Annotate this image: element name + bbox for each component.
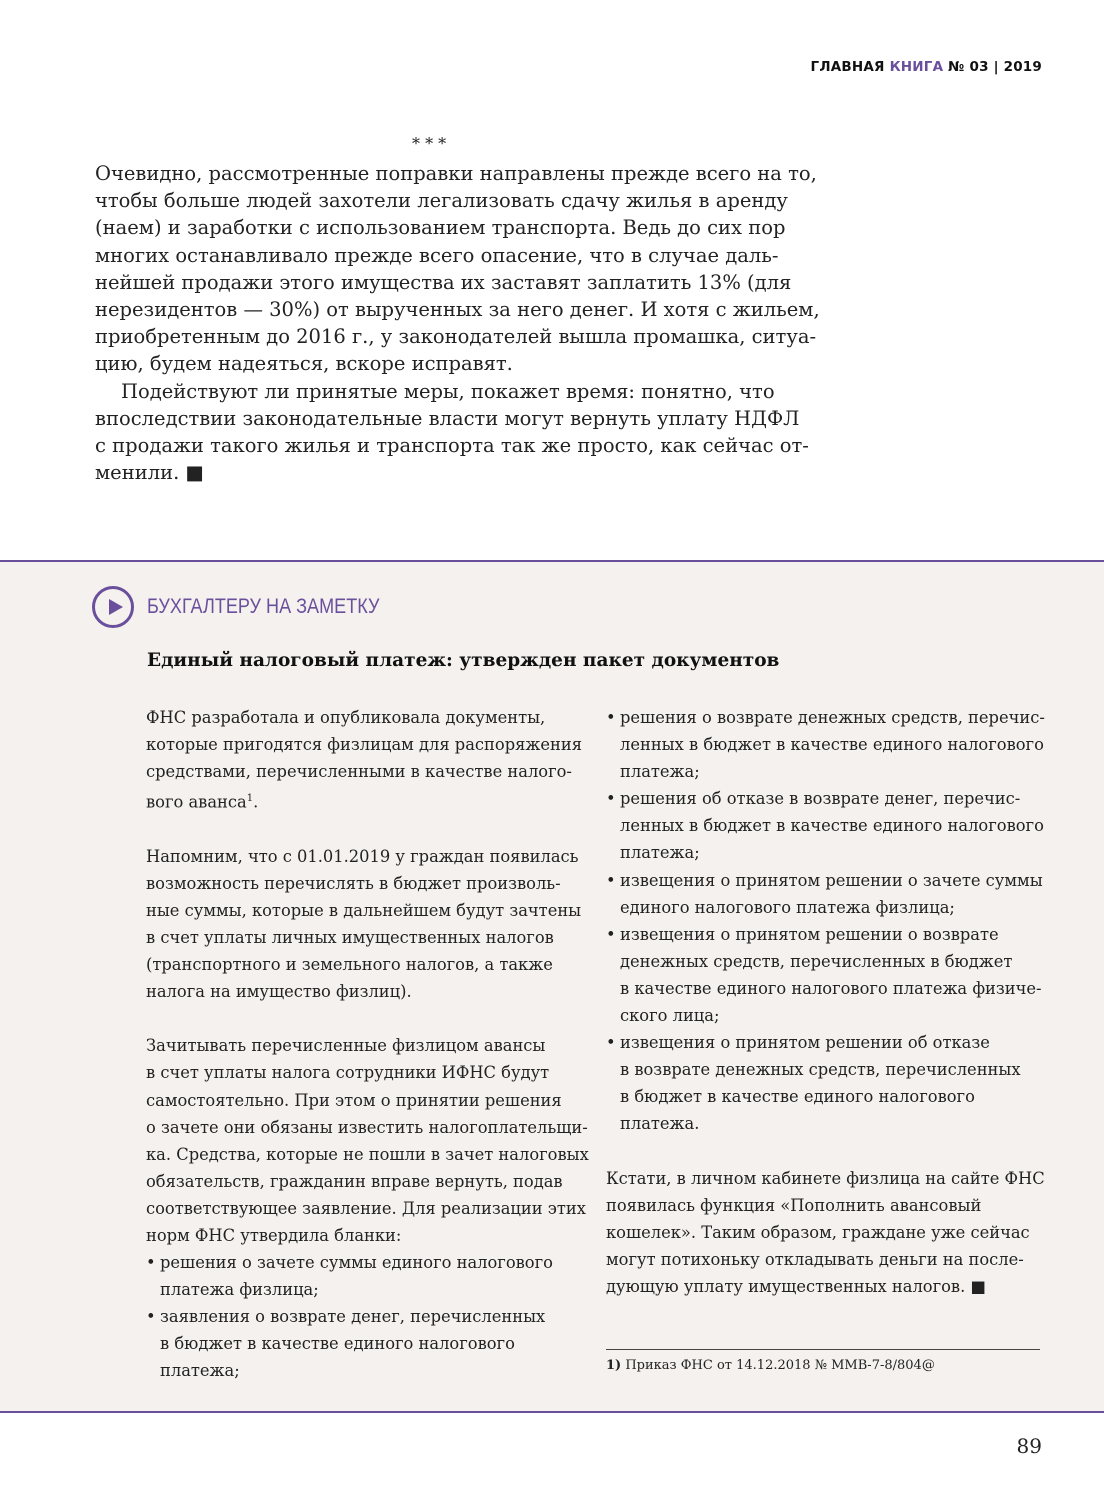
- line-text: Зачитывать перечисленные физлицом авансы: [146, 1036, 546, 1056]
- bullet-item: [146, 1303, 578, 1384]
- bullet-icon: •: [606, 924, 616, 944]
- text-line: [146, 1032, 578, 1059]
- line-text: норм ФНС утвердила бланки:: [146, 1226, 402, 1246]
- text-line: [146, 758, 578, 785]
- line-text: (транспортного и земельного налогов, а также: [146, 955, 553, 975]
- bullet-line: ского лица;: [620, 1006, 720, 1026]
- paragraph-line: многих останавливало прежде всего опасение, что в случае даль-: [95, 243, 779, 267]
- bullet-item: [146, 1249, 578, 1303]
- issue-number: № 03 | 2019: [948, 59, 1042, 75]
- paragraph-gap: [146, 816, 578, 843]
- line-text: появилась функция «Пополнить авансовый: [606, 1195, 982, 1215]
- bullet-item: [606, 704, 1045, 785]
- paragraph-gap: [606, 1138, 1040, 1165]
- line-text: соответствующее заявление. Для реализации этих: [146, 1198, 586, 1218]
- bullet-line: решения о возврате денежных средств, перечис-: [620, 708, 1045, 727]
- text-line: [146, 1087, 578, 1114]
- page-number: 89: [1016, 1434, 1042, 1458]
- text-line: [146, 704, 578, 731]
- footnote-ref: 1: [246, 793, 254, 805]
- paragraph-line: Очевидно, рассмотренные поправки направлены прежде всего на то,: [95, 162, 817, 185]
- text-line: [146, 1222, 578, 1249]
- brand-kniga: КНИГА: [889, 59, 944, 75]
- paragraph-gap: [146, 1005, 578, 1032]
- bullet-line: извещения о принятом решении о зачете суммы: [620, 870, 1043, 890]
- bullet-line: платежа;: [160, 1361, 240, 1381]
- line-text: средствами, перечисленными в качестве налого-: [146, 762, 572, 782]
- rubric-title: БУХГАЛТЕРУ НА ЗАМЕТКУ: [147, 595, 380, 618]
- bullet-line: платежа;: [620, 843, 700, 863]
- line-text: ФНС разработала и опубликовала документы,: [146, 708, 546, 727]
- text-line: [146, 1059, 578, 1086]
- bullet-icon: •: [146, 1253, 156, 1273]
- box-column-left: [146, 704, 589, 1385]
- bullet-line: в возврате денежных средств, перечисленных: [620, 1060, 1021, 1080]
- bullet-line: в бюджет в качестве единого налогового: [620, 1087, 975, 1107]
- bullet-line: единого налогового платежа физлица;: [620, 897, 955, 917]
- text-line: [606, 1273, 1040, 1300]
- bullet-line: платежа физлица;: [160, 1280, 319, 1300]
- footnote: 1) Приказ ФНС от 14.12.2018 № ММВ-7-8/804@: [606, 1358, 935, 1373]
- bullet-icon: •: [146, 1307, 156, 1327]
- bullet-icon: •: [606, 870, 616, 890]
- bullet-line: ленных в бюджет в качестве единого налогового: [620, 735, 1044, 755]
- line-after: .: [253, 792, 259, 812]
- bullet-line: извещения о принятом решении об отказе: [620, 1033, 990, 1053]
- text-line: [606, 1246, 1040, 1273]
- play-icon: [92, 586, 134, 628]
- line-text: Кстати, в личном кабинете физлица на сайте ФНС: [606, 1168, 1045, 1188]
- section-separator: * * *: [412, 134, 447, 153]
- text-line: [146, 731, 582, 758]
- bullet-item: [606, 867, 1043, 921]
- text-line: [146, 924, 578, 951]
- line-text: возможность перечислять в бюджет произволь-: [146, 873, 561, 893]
- box-column-right: [606, 704, 1045, 1300]
- article-title: Единый налоговый платеж: утвержден пакет документов: [147, 650, 780, 671]
- line-text: налога на имущество физлиц).: [146, 982, 412, 1002]
- line-text: в счет уплаты личных имущественных налогов: [146, 928, 554, 948]
- bullet-line: решения об отказе в возврате денег, перечис-: [620, 789, 1021, 809]
- bullet-line: платежа.: [620, 1114, 700, 1134]
- text-line: [146, 843, 578, 870]
- paragraph-line: нерезидентов — 30%) от вырученных за него денег. И хотя с жильем,: [95, 298, 820, 322]
- bullet-line: решения о зачете суммы единого налогового: [160, 1253, 553, 1273]
- bullet-line: денежных средств, перечисленных в бюджет: [620, 951, 1013, 971]
- text-line: [146, 1195, 586, 1222]
- line-text: в счет уплаты налога сотрудники ИФНС будут: [146, 1063, 550, 1083]
- paragraph-line: менили. ■: [95, 461, 204, 485]
- text-line: [146, 1168, 578, 1195]
- text-line: [146, 870, 578, 897]
- text-line: [146, 897, 582, 924]
- bullet-line: платежа;: [620, 762, 700, 782]
- line-text: дующую уплату имущественных налогов. ■: [606, 1276, 986, 1296]
- paragraph-line: цию, будем надеяться, вскоре исправят.: [95, 352, 513, 376]
- footnote-divider: [606, 1349, 1040, 1350]
- text-line: [146, 785, 578, 816]
- main-text: [95, 160, 820, 486]
- bullet-line: ленных в бюджет в качестве единого налогового: [620, 816, 1044, 836]
- text-line: [146, 978, 578, 1005]
- line-text: обязательств, гражданин вправе вернуть, подав: [146, 1171, 563, 1191]
- paragraph-line: чтобы больше людей захотели легализовать сдачу жилья в аренду: [95, 189, 788, 213]
- line-text: самостоятельно. При этом о принятии решения: [146, 1090, 562, 1110]
- running-header: [811, 59, 1042, 75]
- line-text: могут потихоньку откладывать деньги на после-: [606, 1249, 1024, 1269]
- line-text: ные суммы, которые в дальнейшем будут зачтены: [146, 900, 582, 920]
- paragraph-line: (наем) и заработки с использованием транспорта. Ведь до сих пор: [95, 216, 786, 240]
- bullet-line: в бюджет в качестве единого налогового: [160, 1334, 515, 1354]
- bullet-icon: •: [606, 789, 616, 809]
- paragraph-line: впоследствии законодательные власти могут вернуть уплату НДФЛ: [95, 406, 800, 430]
- text-line: [606, 1192, 1040, 1219]
- line-text: ка. Средства, которые не пошли в зачет налоговых: [146, 1144, 589, 1164]
- text-line: [146, 1114, 588, 1141]
- paragraph-line: приобретенным до 2016 г., у законодателей вышла промашка, ситуа-: [95, 325, 817, 349]
- line-text: Напомним, что с 01.01.2019 у граждан появилась: [146, 846, 579, 866]
- line-text: вого аванса: [146, 792, 247, 812]
- bullet-icon: •: [606, 708, 616, 727]
- bullet-item: [606, 1029, 1040, 1137]
- bullet-icon: •: [606, 1033, 616, 1053]
- text-line: [606, 1219, 1040, 1246]
- line-text: которые пригодятся физлицам для распоряжения: [146, 735, 582, 755]
- text-line: [606, 1165, 1045, 1192]
- paragraph-line: Подействуют ли принятые меры, покажет время: понятно, что: [121, 379, 775, 403]
- line-text: кошелек». Таким образом, граждане уже сейчас: [606, 1222, 1030, 1242]
- text-line: [146, 1141, 589, 1168]
- paragraph-line: с продажи такого жилья и транспорта так же просто, как сейчас от-: [95, 434, 809, 458]
- bullet-line: извещения о принятом решении о возврате: [620, 924, 999, 944]
- bullet-line: заявления о возврате денег, перечисленных: [160, 1307, 546, 1327]
- bullet-item: [606, 785, 1044, 866]
- line-text: о зачете они обязаны известить налогоплательщи-: [146, 1117, 588, 1137]
- text-line: [146, 951, 578, 978]
- paragraph-line: нейшей продажи этого имущества их заставят заплатить 13% (для: [95, 270, 792, 294]
- bullet-line: в качестве единого налогового платежа физиче-: [620, 978, 1042, 998]
- bullet-item: [606, 921, 1040, 1029]
- brand-glavnaya: ГЛАВНАЯ: [810, 59, 885, 75]
